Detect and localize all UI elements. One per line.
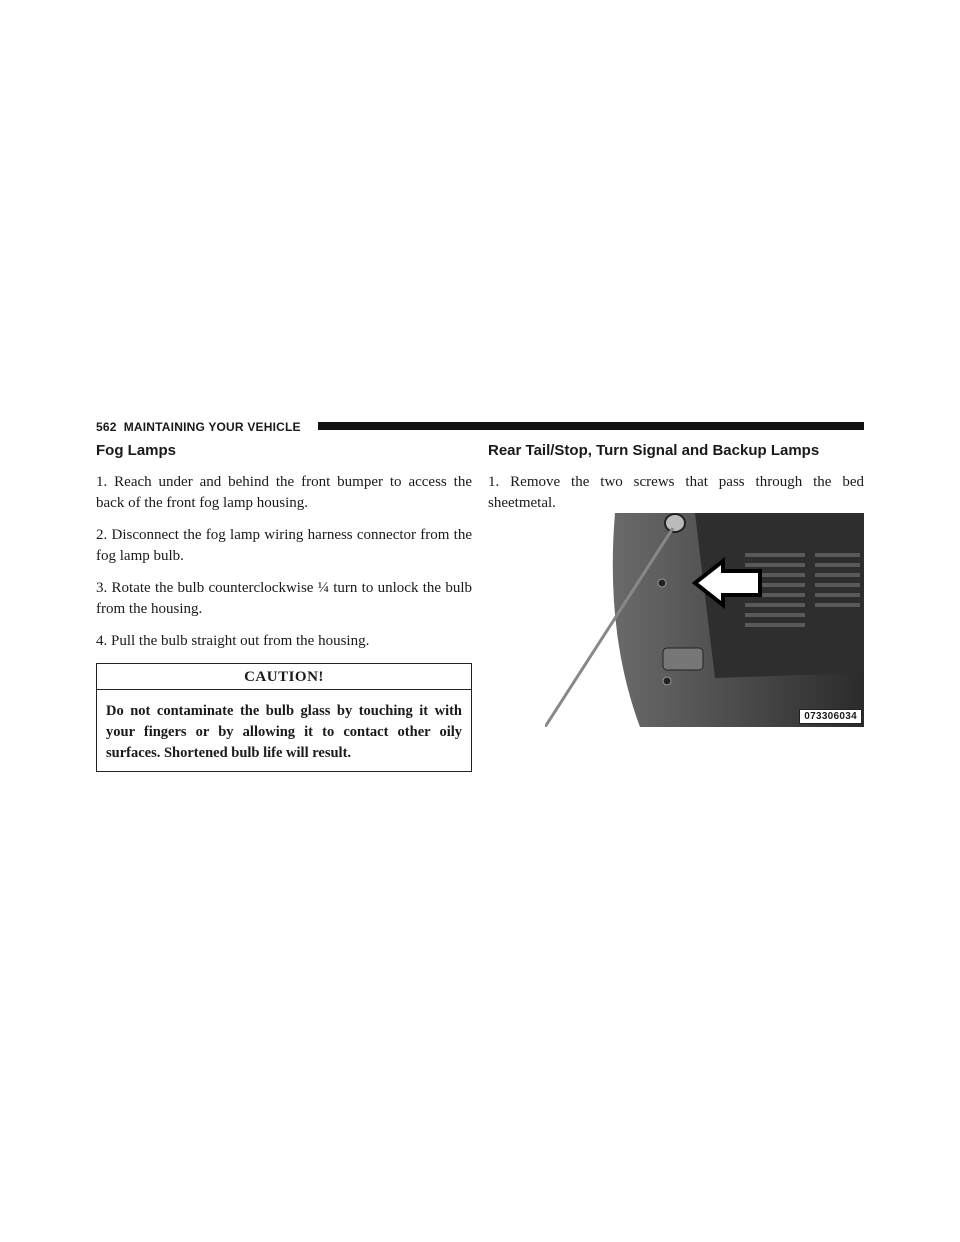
page-header: [96, 419, 864, 435]
caution-body: Do not contaminate the bulb glass by touching it with your fingers or by allowing it to contact other oily surfaces. Shortened bulb life will result.: [106, 703, 462, 761]
caution-box: [96, 663, 472, 772]
page-number: 562: [96, 420, 117, 434]
tail-lamp-illustration: [545, 513, 864, 727]
tail-lamp-photo: [545, 513, 864, 727]
fog-step-2: 2. Disconnect the fog lamp wiring harness connector from the fog lamp bulb.: [96, 527, 472, 564]
fog-step-4: 4. Pull the bulb straight out from the housing.: [96, 633, 370, 649]
fog-step-3: 3. Rotate the bulb counterclockwise ¼ turn to unlock the bulb from the housing.: [96, 580, 472, 617]
section-title: MAINTAINING YOUR VEHICLE: [123, 420, 301, 434]
caution-title: CAUTION!: [97, 664, 471, 690]
fog-lamps-heading: Fog Lamps: [96, 442, 177, 459]
figure-label: 073306034: [799, 709, 862, 724]
rear-lamps-heading: Rear Tail/Stop, Turn Signal and Backup Lamps: [488, 442, 820, 459]
fog-step-1: 1. Reach under and behind the front bumper to access the back of the front fog lamp housing.: [96, 474, 472, 511]
header-rule: [318, 422, 864, 430]
left-column: [96, 441, 472, 772]
running-header: [96, 419, 301, 435]
rear-step-1: 1. Remove the two screws that pass through the bed sheetmetal.: [488, 474, 864, 511]
